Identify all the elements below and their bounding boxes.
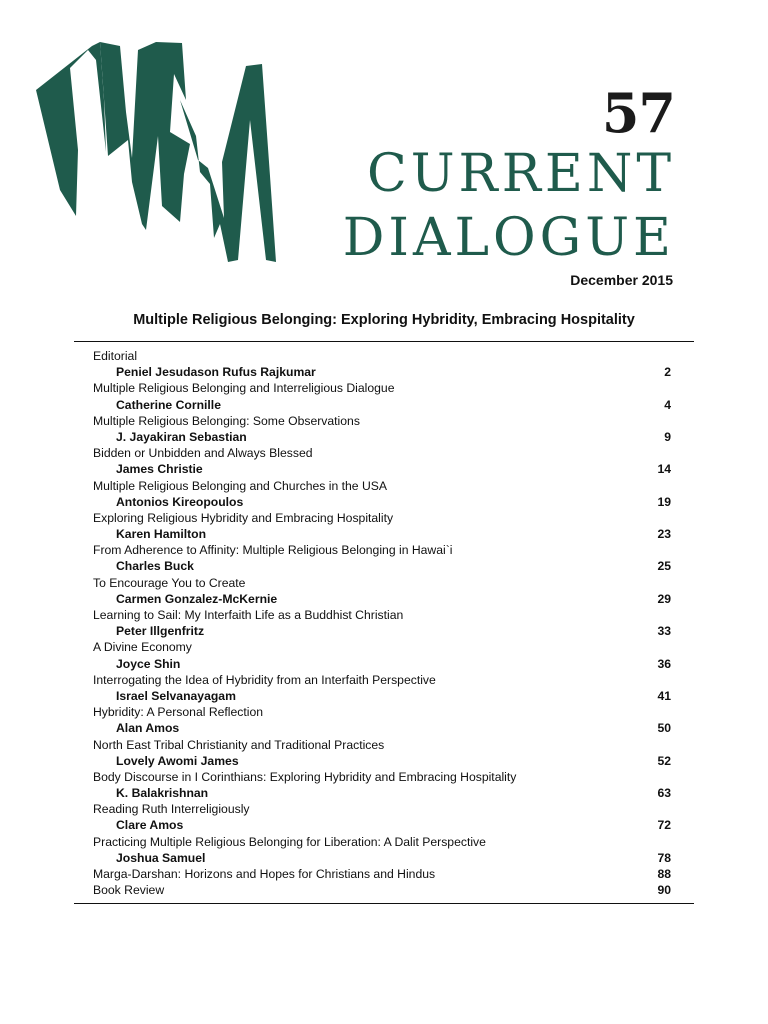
author-name: Joshua Samuel <box>116 850 206 865</box>
toc-entry-title <box>93 542 671 558</box>
article-title: To Encourage You to Create <box>93 575 246 590</box>
toc-entry-author <box>93 688 671 704</box>
author-name: Karen Hamilton <box>116 527 207 542</box>
page-number: 90 <box>657 883 671 898</box>
article-title: Book Review <box>93 883 165 898</box>
article-title: Multiple Religious Belonging and Interreligious Dialogue <box>93 381 395 396</box>
article-title: Exploring Religious Hybridity and Embracing Hospitality <box>93 510 394 525</box>
article-title: Marga-Darshan: Horizons and Hopes for Christians and Hindus <box>93 867 436 881</box>
toc-entry-title <box>93 704 671 720</box>
toc-entry-title <box>93 672 671 688</box>
toc-entry-title <box>93 413 671 429</box>
page-number: 41 <box>657 688 671 703</box>
issue-date: December 2015 <box>570 272 673 288</box>
toc-entry-author <box>93 461 671 477</box>
author-name: Israel Selvanayagam <box>116 688 236 703</box>
toc-entry-author <box>93 591 671 607</box>
article-title: Body Discourse in I Corinthians: Exploring Hybridity and Embracing Hospitality <box>93 769 517 784</box>
journal-title-line-1: CURRENT <box>366 144 675 204</box>
toc-entry-title <box>93 882 671 898</box>
toc-entry-title <box>93 445 671 461</box>
author-name: Charles Buck <box>116 559 194 574</box>
toc-entry-author <box>93 817 671 833</box>
page-number: 78 <box>657 850 671 865</box>
toc-entry-author <box>93 753 671 769</box>
toc-entry-title <box>93 575 671 591</box>
toc-entry-title <box>93 510 671 526</box>
toc-entry-author <box>93 494 671 510</box>
author-name: Carmen Gonzalez-McKernie <box>116 591 278 606</box>
toc-entry-title <box>93 380 671 396</box>
page-number: 19 <box>657 494 671 509</box>
current-dialogue-logo <box>34 40 288 266</box>
toc-entry-author <box>93 720 671 736</box>
logo-middle-stroke <box>100 42 190 230</box>
article-title: Multiple Religious Belonging: Some Observations <box>93 413 360 428</box>
toc-entry-author <box>93 558 671 574</box>
toc-entry-author <box>93 397 671 413</box>
toc-entry-author <box>93 850 671 866</box>
article-title: A Divine Economy <box>93 640 192 655</box>
issue-theme-title: Multiple Religious Belonging: Exploring Hybridity, Embracing Hospitality <box>133 312 635 328</box>
author-name: Peniel Jesudason Rufus Rajkumar <box>116 365 316 380</box>
page-number: 14 <box>657 462 671 477</box>
article-title: North East Tribal Christianity and Traditional Practices <box>93 737 385 752</box>
page-number: 23 <box>657 527 671 542</box>
article-title: Multiple Religious Belonging and Churches in the USA <box>93 478 388 493</box>
author-name: K. Balakrishnan <box>116 786 209 801</box>
toc-entry-author <box>93 526 671 542</box>
page-number: 4 <box>664 397 671 412</box>
toc-entry-title <box>93 801 671 817</box>
issue-number: 57 <box>601 81 675 145</box>
bottom-divider <box>74 903 694 904</box>
page-number: 29 <box>657 591 671 606</box>
logo-right-stroke <box>180 64 276 262</box>
article-title: Learning to Sail: My Interfaith Life as a Buddhist Christian <box>93 608 404 622</box>
toc-entry-author <box>93 429 671 445</box>
page-number: 2 <box>664 365 671 380</box>
top-divider <box>74 341 694 342</box>
author-name: Clare Amos <box>116 818 184 833</box>
page-number: 52 <box>657 753 671 768</box>
article-title: Practicing Multiple Religious Belonging for Liberation: A Dalit Perspective <box>93 834 486 849</box>
article-title: Bidden or Unbidden and Always Blessed <box>93 446 313 461</box>
toc-entry-title <box>93 834 671 850</box>
page-number: 50 <box>657 721 671 736</box>
toc-entry-title <box>93 607 671 623</box>
table-of-contents <box>93 348 671 898</box>
toc-entry-author <box>93 656 671 672</box>
toc-entry-author <box>93 785 671 801</box>
logo-left-stroke <box>36 42 106 216</box>
toc-entry-title <box>93 348 671 364</box>
author-name: Antonios Kireopoulos <box>116 494 244 509</box>
author-name: J. Jayakiran Sebastian <box>116 429 247 444</box>
author-name: Peter Illgenfritz <box>116 624 205 639</box>
toc-entry-author <box>93 623 671 639</box>
page-number: 25 <box>657 559 671 574</box>
page-number: 33 <box>657 624 671 639</box>
author-name: Catherine Cornille <box>116 397 221 412</box>
toc-entry-title <box>93 639 671 655</box>
toc-entry-author <box>93 364 671 380</box>
article-title: From Adherence to Affinity: Multiple Religious Belonging in Hawai`i <box>93 543 453 558</box>
journal-title-line-2: DIALOGUE <box>342 208 675 268</box>
toc-entry-title <box>93 737 671 753</box>
toc-entry-title <box>93 866 671 882</box>
toc-entry-title <box>93 478 671 494</box>
article-title: Reading Ruth Interreligiously <box>93 802 250 817</box>
toc-entry-title <box>93 769 671 785</box>
article-title: Hybridity: A Personal Reflection <box>93 705 264 720</box>
author-name: James Christie <box>116 462 203 477</box>
page-number: 9 <box>664 429 671 444</box>
page-number: 72 <box>657 818 671 833</box>
author-name: Lovely Awomi James <box>116 753 239 768</box>
page-number: 63 <box>657 786 671 801</box>
page-number: 88 <box>657 867 671 881</box>
article-title: Interrogating the Idea of Hybridity from an Interfaith Perspective <box>93 672 436 687</box>
article-title: Editorial <box>93 349 138 363</box>
author-name: Alan Amos <box>116 721 180 736</box>
page-number: 36 <box>657 656 671 671</box>
author-name: Joyce Shin <box>116 656 181 671</box>
